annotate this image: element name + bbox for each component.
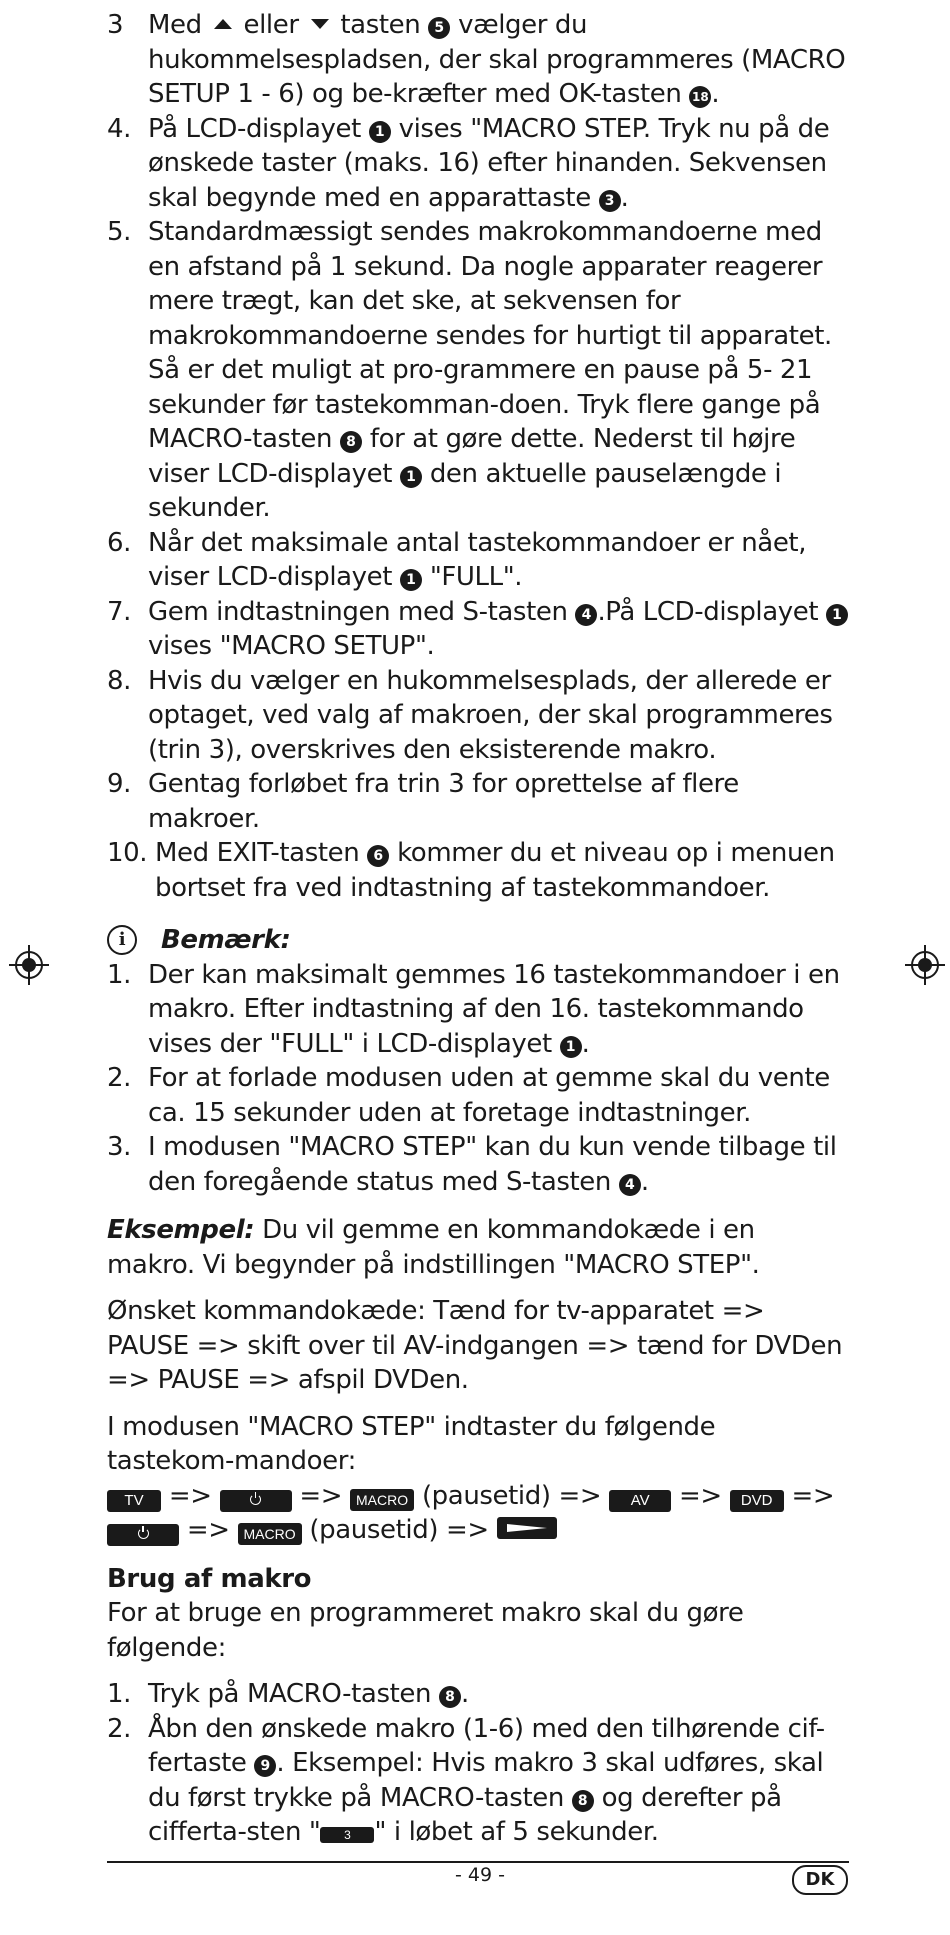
- step-6: 6. Når det maksimale antal tastekommandoer er nået, viser LCD-displayet 1 "FULL".: [107, 527, 807, 592]
- power-key-icon: [107, 1524, 179, 1546]
- key-sequence: TV => => MACRO (pausetid) => AV => DVD => => MACRO (pausetid) =>: [107, 1479, 849, 1548]
- dvd-key-icon: DVD: [730, 1490, 784, 1512]
- callout-number: 9: [254, 1755, 276, 1777]
- registration-mark-right: [911, 951, 939, 979]
- step-10: 10. Med EXIT-tasten 6 kommer du et niveau op i menuen bortset fra ved indtastning af tastekommandoer.: [107, 838, 835, 903]
- callout-number: 4: [619, 1174, 641, 1196]
- note-heading: i Bemærk:: [107, 923, 849, 958]
- callout-number: 18: [689, 86, 711, 108]
- step-4: 4. På LCD-displayet 1 vises "MACRO STEP. Tryk nu på de ønskede taster (maks. 16) efter hinanden. Sekvensen skal begynde med en apparattaste 3 .: [107, 113, 830, 213]
- callout-number: 1: [826, 604, 848, 626]
- tv-key-icon: TV: [107, 1490, 161, 1512]
- callout-number: 1: [560, 1036, 582, 1058]
- language-badge: DK: [792, 1865, 848, 1895]
- power-key-icon: [220, 1490, 292, 1512]
- callout-number: 1: [400, 569, 422, 591]
- macro-key-icon: MACRO: [238, 1523, 302, 1545]
- note-item-1: 1. Der kan maksimalt gemmes 16 tastekommandoer i en makro. Efter indtastning af den 16. tastekommando vises der "FULL" i LCD-displayet 1 .: [107, 959, 840, 1059]
- arrow-down-icon: [311, 19, 329, 29]
- callout-number: 6: [367, 845, 389, 867]
- footer-divider: [107, 1861, 849, 1863]
- callout-number: 1: [400, 466, 422, 488]
- callout-number: 3: [599, 190, 621, 212]
- callout-number: 5: [428, 17, 450, 39]
- step-3: 3 Med eller tasten 5 vælger du hukommelsespladsen, der skal programmeres (MACRO SETUP 1 - 6) og be-kræfter med OK-tasten 18 .: [107, 10, 846, 109]
- step-5: 5. Standardmæssigt sendes makrokommandoerne med en afstand på 1 sekund. Da nogle apparater reagerer mere trægt, kan det ske, at sekvensen for makrokommandoerne sendes for hurtigt til apparatet. Så er det muligt at pro-grammere en pause på 5- 21 sekunder før tastekomman-doen. Tryk flere gange på MACRO-tasten 8 for at gøre dette. Nederst til højre viser LCD-displayet 1 den aktuelle pauselængde i sekunder.: [107, 217, 832, 523]
- info-icon: i: [107, 925, 137, 955]
- usage-item-1: 1. Tryk på MACRO-tasten 8 .: [107, 1679, 469, 1709]
- registration-mark-left: [15, 951, 43, 979]
- arrow-up-icon: [214, 19, 232, 29]
- digit-3-key-icon: 3: [320, 1827, 374, 1843]
- usage-heading: Brug af makro: [107, 1563, 312, 1594]
- av-key-icon: AV: [609, 1490, 671, 1512]
- usage-item-2: 2. Åbn den ønskede makro (1-6) med den tilhørende cif-fertaste 9 . Eksempel: Hvis makro 3 skal udføres, skal du først trykke på MACRO-tasten 8 og derefter på cifferta-sten " 3 " i løbet af 5 sekunder.: [107, 1713, 825, 1847]
- callout-number: 8: [572, 1790, 594, 1812]
- callout-number: 1: [369, 121, 391, 143]
- callout-number: 8: [340, 431, 362, 453]
- callout-number: 8: [439, 1686, 461, 1708]
- macro-key-icon: MACRO: [350, 1489, 414, 1511]
- example-paragraph: Eksempel: Du vil gemme en kommandokæde i en makro. Vi begynder på indstillingen "MACRO STEP".: [107, 1215, 760, 1280]
- step-9: 9. Gentag forløbet fra trin 3 for oprettelse af flere makroer.: [107, 769, 739, 834]
- play-key-icon: [497, 1517, 557, 1539]
- note-item-3: 3. I modusen "MACRO STEP" kan du kun vende tilbage til den foregående status med S-tasten 4 .: [107, 1132, 837, 1197]
- note-item-2: 2. For at forlade modusen uden at gemme skal du vente ca. 15 sekunder uden at foretage indtastninger.: [107, 1063, 830, 1128]
- usage-intro: For at bruge en programmeret makro skal du gøre følgende:: [107, 1598, 744, 1663]
- manual-page: [107, 8, 849, 1850]
- step-7: 7. Gem indtastningen med S-tasten 4 .På LCD-displayet 1 vises "MACRO SETUP".: [107, 595, 849, 664]
- command-chain-paragraph: Ønsket kommandokæde: Tænd for tv-apparatet => PAUSE => skift over til AV-indgangen => tænd for DVDen => PAUSE => afspil DVDen.: [107, 1296, 843, 1395]
- step-8: 8. Hvis du vælger en hukommelsesplads, der allerede er optaget, ved valg af makroen, der skal programmeres (trin 3), overskrives den eksisterende makro.: [107, 665, 833, 765]
- callout-number: 4: [575, 604, 597, 626]
- key-sequence-intro: I modusen "MACRO STEP" indtaster du følgende tastekom-mandoer:: [107, 1411, 716, 1476]
- page-number: - 49 -: [455, 1864, 505, 1886]
